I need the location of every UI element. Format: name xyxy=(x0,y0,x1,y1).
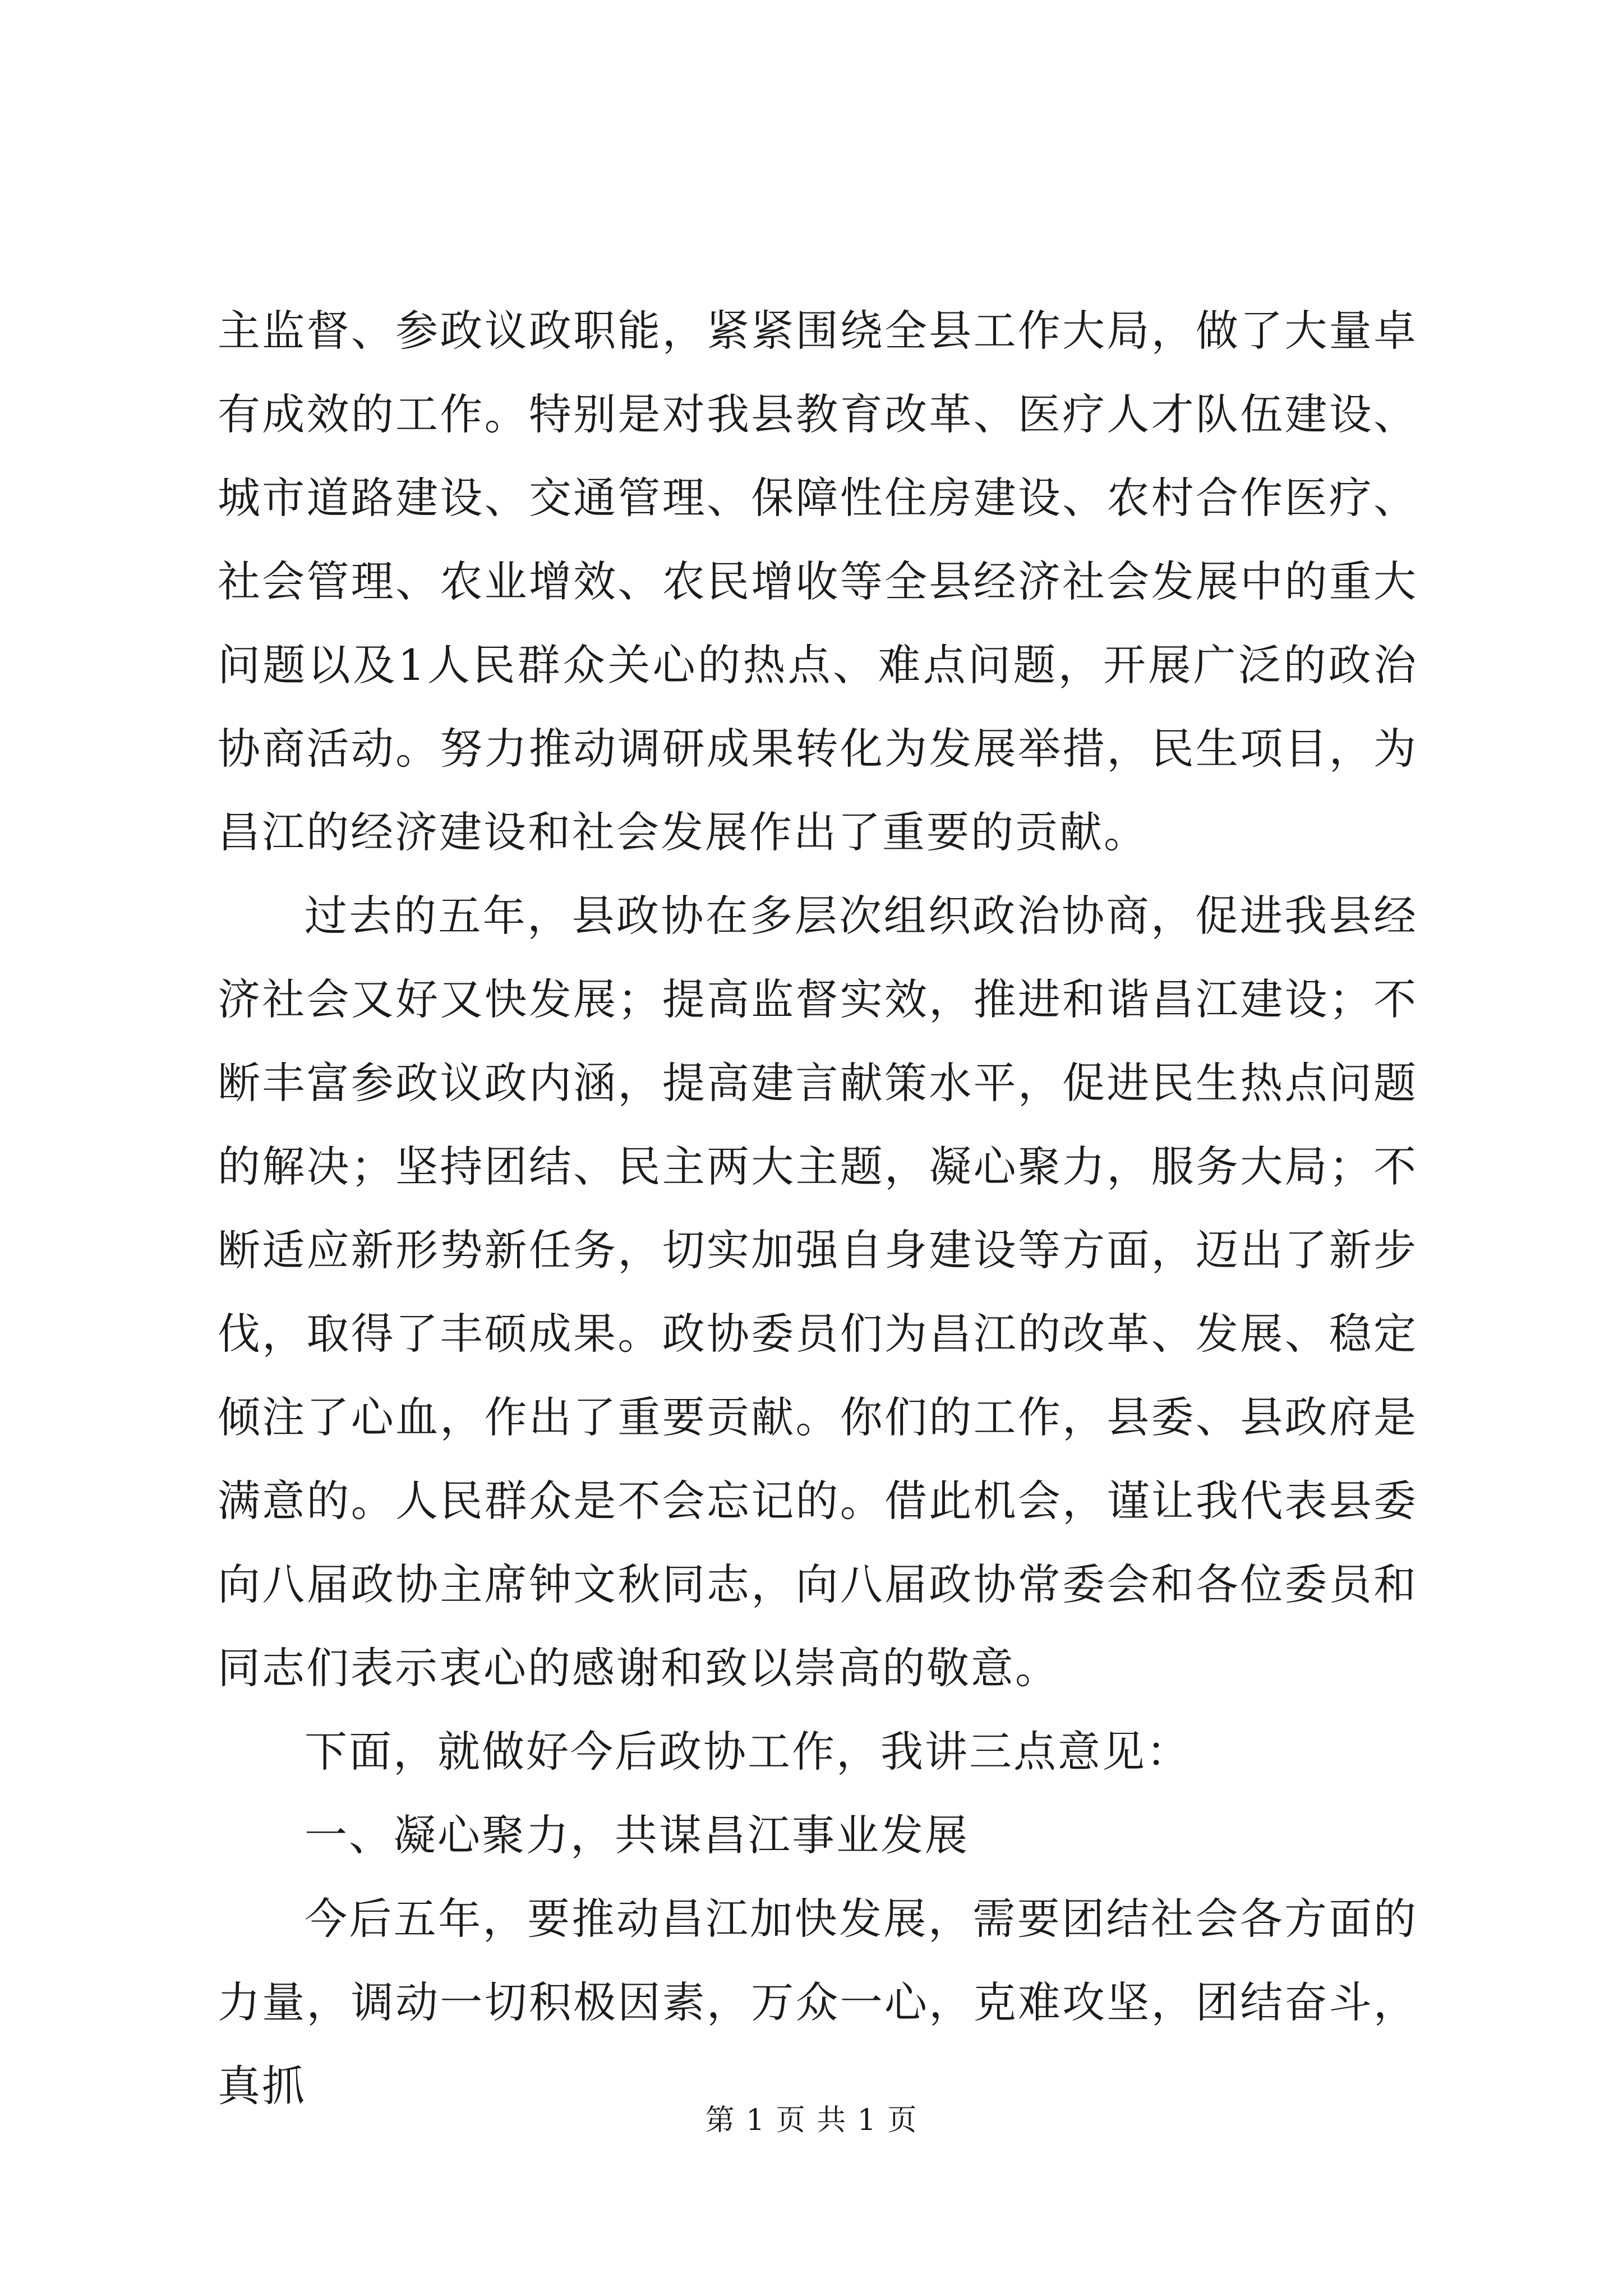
paragraph-2: 过去的五年，县政协在多层次组织政治协商，促进我县经济社会又好又快发展；提高监督实效，推进和谐昌江建设；不断丰富参政议政内涵，提高建言献策水平，促进民生热点问题的解决；坚持团结、民主两大主题，凝心聚力，服务大局；不断适应新形势新任务，切实加强自身建设等方面，迈出了新步伐，取得了丰硕成果。政协委员们为昌江的改革、发展、稳定倾注了心血，作出了重要贡献。你们的工作，县委、县政府是满意的。人民群众是不会忘记的。借此机会，谨让我代表县委向八届政协主席钟文秋同志，向八届政协常委会和各位委员和同志们表示衷心的感谢和致以崇高的敬意。 xyxy=(218,891,1418,1693)
page-footer xyxy=(0,2101,1623,2140)
page-number-label: 第 1 页 共 1 页 xyxy=(705,2104,918,2137)
paragraph-4: 今后五年，要推动昌江加快发展，需要团结社会各方面的力量，调动一切积极因素，万众一心，克难攻坚，团结奋斗，真抓 xyxy=(218,1894,1418,2111)
document-body xyxy=(218,289,1418,2128)
paragraph-1: 主监督、参政议政职能，紧紧围绕全县工作大局，做了大量卓有成效的工作。特别是对我县教育改革、医疗人才队伍建设、城市道路建设、交通管理、保障性住房建设、农村合作医疗、社会管理、农业增效、农民增收等全县经济社会发展中的重大问题以及1人民群众关心的热点、难点问题，开展广泛的政治协商活动。努力推动调研成果转化为发展举措，民生项目，为昌江的经济建设和社会发展作出了重要的贡献。 xyxy=(218,306,1418,857)
paragraph-3: 下面，就做好今后政协工作，我讲三点意见： xyxy=(305,1727,1191,1777)
section-heading-1: 一、凝心聚力，共谋昌江事业发展 xyxy=(305,1810,969,1860)
